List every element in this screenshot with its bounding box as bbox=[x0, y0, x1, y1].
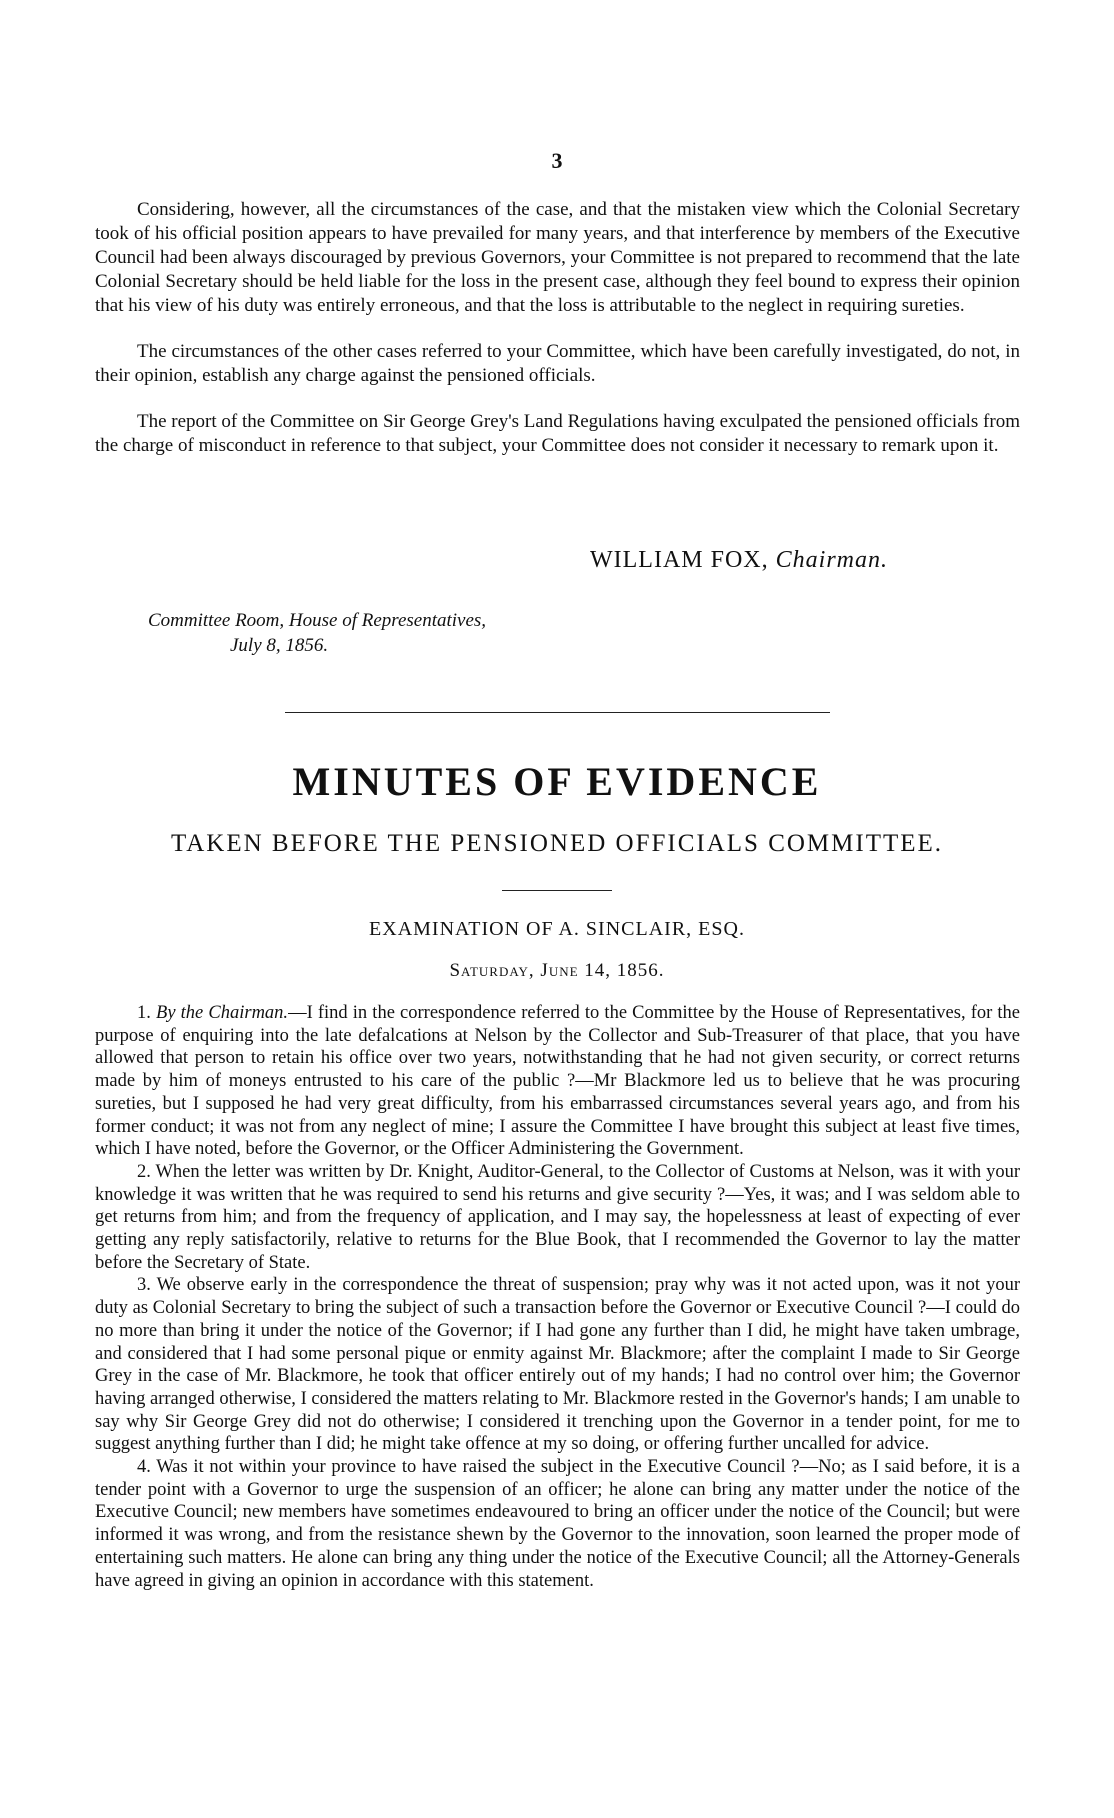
question-number: 4. bbox=[137, 1457, 151, 1478]
date-line: July 8, 1856. bbox=[230, 635, 329, 656]
committee-report bbox=[95, 198, 1020, 480]
chairman-name: WILLIAM FOX, bbox=[590, 547, 769, 573]
page-number: 3 bbox=[551, 148, 563, 173]
minutes-of-evidence bbox=[95, 1002, 1020, 1592]
report-paragraph: Considering, however, all the circumstances of the case, and that the mistaken view which the Colonial Secretary took of his official position appears to have prevailed for many years, and that interference by members of the Executive Council had been always discouraged by previous Governors, your Committee is not prepared to recommend that the late Colonial Secretary should be held liable for the loss in the present case, although they feel bound to express their opinion that his view of his duty was entirely erroneous, and that the loss is attributable to the neglect in requiring sureties. bbox=[95, 199, 1020, 316]
question-entry bbox=[95, 1161, 1020, 1275]
question-text: Was it not within your province to have raised the subject in the Executive Council ?—No; as I said before, it is a tender point with a Governor to urge the suspension of an officer; he alone can bring any matter under the notice of the Executive Council; new members have sometimes endeavoured to bring an officer under the notice of the Council; but were informed it was wrong, and from the resistance shewn by the Governor to the innovation, soon learned the proper mode of entertaining such matters. He alone can bring any thing under the notice of the Executive Council; all the Attorney-Generals have agreed in giving an opinion in accordance with this statement. bbox=[95, 1457, 1020, 1591]
examination-date: Saturday, June 14, 1856. bbox=[449, 960, 665, 981]
question-text: When the letter was written by Dr. Knight, Auditor-General, to the Collector of Customs at Nelson, was it with your knowledge it was written that he was required to send his returns and give security ?—Yes, it was; and I was seldom able to get returns from him; and from the frequency of application, and I may say, the hopelessness at least of expecting of ever getting any reply satisfactorily, relative to returns for the Blue Book, that I recommended the Governor to lay the matter before the Secretary of State. bbox=[95, 1161, 1020, 1273]
question-number: 1. bbox=[137, 1003, 151, 1023]
question-text: We observe early in the correspondence the threat of suspension; pray why was it not acted upon, was it not your duty as Colonial Secretary to bring the subject of such a transaction before the Governor or Executive Council ?—I could do no more than bring it under the notice of the Governor; if I had gone any further than I did, he might have taken umbrage, and considered that I had some personal pique or enmity against Mr. Blackmore; after the complaint I made to Sir George Grey in the case of Mr. Blackmore, he took that officer entirely out of my hands; I had no control over him; the Governor having arranged otherwise, I considered the matters relating to Mr. Blackmore rested in the Governor's hands; I am unable to say why Sir George Grey did not do otherwise; I considered it trenching upon the Governor in a tender point, for me to suggest anything further than I did; he might take offence at my so doing, or offering further uncalled for advice. bbox=[95, 1275, 1020, 1455]
short-divider bbox=[502, 890, 612, 891]
question-lead: By the Chairman. bbox=[156, 1003, 289, 1023]
chairman-role: Chairman. bbox=[775, 547, 888, 573]
section-heading: MINUTES OF EVIDENCE bbox=[292, 759, 822, 804]
examination-title: EXAMINATION OF A. SINCLAIR, ESQ. bbox=[369, 918, 745, 940]
question-entry bbox=[95, 1456, 1020, 1592]
question-entry bbox=[95, 1002, 1020, 1161]
place-and-date bbox=[148, 608, 486, 658]
report-paragraph: The circumstances of the other cases referred to your Committee, which have been carefully investigated, do not, in their opinion, establish any charge against the pensioned officials. bbox=[95, 341, 1020, 386]
place-line: Committee Room, House of Representatives, bbox=[148, 610, 487, 631]
report-paragraph: The report of the Committee on Sir George Grey's Land Regulations having exculpated the pensioned officials from the charge of misconduct in reference to that subject, your Committee does not consider it necessary to remark upon it. bbox=[95, 411, 1020, 456]
question-number: 2. bbox=[137, 1161, 151, 1182]
section-divider bbox=[285, 712, 830, 713]
question-number: 3. bbox=[137, 1275, 151, 1296]
question-entry bbox=[95, 1274, 1020, 1456]
section-subheading: TAKEN BEFORE THE PENSIONED OFFICIALS COMMITTEE. bbox=[170, 830, 944, 857]
question-text: —I find in the correspondence referred to the Committee by the House of Representatives, for the purpose of enquiring into the late defalcations at Nelson by the Collector and Sub-Treasurer of that place, that you have allowed that person to retain his office over two years, notwithstanding that he had not given security, or correct returns made by him of moneys entrusted to his care of the public ?—Mr Blackmore led us to believe that he was procuring sureties, but I supposed he had very great difficulty, from his embarrassed circumstances several years ago, and from his former conduct; it was not from any neglect of mine; I assure the Committee I have brought this subject at least five times, which I have noted, before the Governor, or the Officer Administering the Government. bbox=[95, 1003, 1021, 1160]
chairman-signature bbox=[590, 547, 888, 574]
